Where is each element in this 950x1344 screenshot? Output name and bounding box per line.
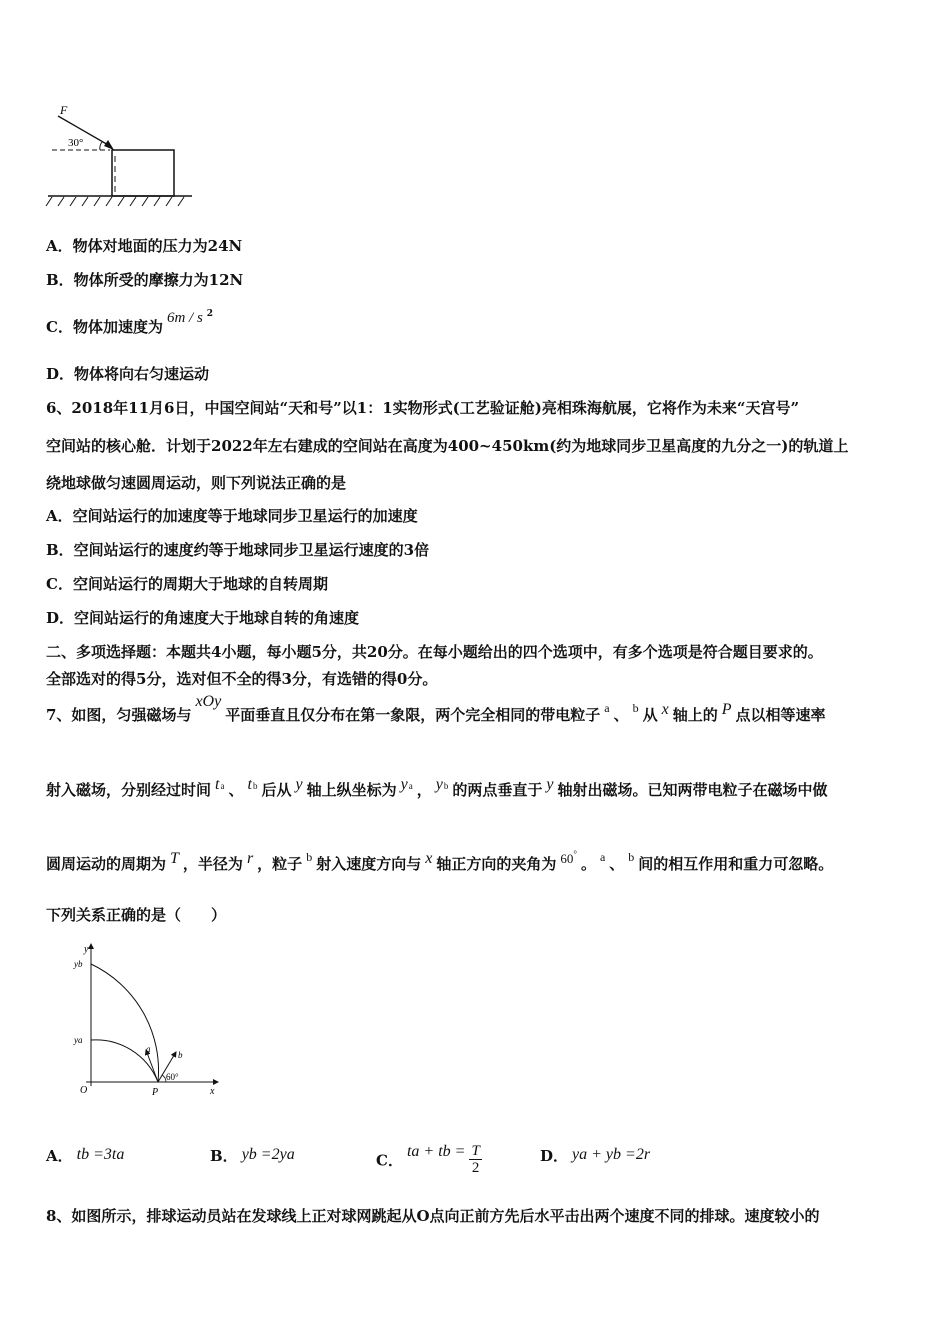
q7-option-c — [376, 1142, 482, 1178]
q7-l1-e: 轴上的 — [672, 706, 718, 724]
q7-l3-a: 圆周运动的周期为 — [46, 855, 167, 873]
angle60-label: 60° — [166, 1072, 179, 1082]
q7-l2-m2-t: t — [247, 776, 252, 793]
q7-l2-m2-sub: b — [252, 781, 258, 791]
origin-label: O — [80, 1085, 88, 1096]
q7-l2-m6: y — [546, 776, 554, 793]
q7-l2-m5 — [436, 776, 449, 793]
q5-option-c — [46, 309, 214, 340]
q7-l3-m6: a — [599, 850, 606, 864]
yb-label: yb — [74, 959, 83, 969]
q7-l1-m3: b — [632, 701, 639, 715]
q7-l1-m2: a — [604, 701, 610, 715]
q7-l3-b: ，半径为 — [182, 855, 243, 873]
q6-line-1: 6、2018年11月6日，中国空间站“天和号”以1：1实物形式(工艺验证舱)亮相珠海航展，它将作为未来“天宫号” — [46, 399, 800, 417]
q7-l2-m1-t: t — [215, 776, 220, 793]
q7-l3-m3: b — [306, 850, 313, 864]
q7-l3-f: 。 — [580, 855, 596, 873]
q5-option-d: D．物体将向右匀速运动 — [46, 365, 210, 383]
q5-option-c-exp: 2 — [206, 309, 214, 319]
q7-option-b-label: B． — [210, 1147, 238, 1165]
q7-l3-e: 轴正方向的夹角为 — [436, 855, 557, 873]
q7-option-d — [540, 1145, 654, 1166]
q7-l3-h: 间的相互作用和重力可忽略。 — [638, 855, 834, 873]
q7-l2-m4 — [401, 776, 413, 793]
q7-l2-m1-sub: a — [220, 781, 225, 791]
q7-l2-g: 轴射出磁场。已知两带电粒子在磁场中做 — [557, 781, 828, 799]
q7-l3-m5 — [560, 851, 577, 866]
force-label: F — [60, 103, 68, 117]
q7-l1-b: 平面垂直且仅分布在第一象限，两个完全相同的带电粒子 — [225, 706, 601, 724]
q7-option-b — [210, 1145, 299, 1166]
q7-option-a — [46, 1145, 128, 1166]
q7-l3-c: ，粒子 — [257, 855, 303, 873]
q7-l2-m3: y — [295, 776, 303, 793]
q5-option-a: A．物体对地面的压力为24N — [46, 237, 243, 255]
q7-l2-m5-sub: b — [443, 781, 449, 791]
q7-l2-m2 — [247, 776, 257, 793]
q7-option-d-label: D． — [540, 1147, 569, 1165]
q7-line-1 — [46, 693, 826, 726]
q6-option-c: C．空间站运行的周期大于地球的自转周期 — [46, 575, 328, 593]
q7-l2-d: 轴上纵坐标为 — [306, 781, 397, 799]
q7-option-d-expr: ya + yb =2r — [572, 1146, 651, 1163]
q6-option-b: B．空间站运行的速度约等于地球同步卫星运行速度的3倍 — [46, 541, 430, 559]
p-label: P — [152, 1087, 159, 1098]
q8-line-1: 8、如图所示，排球运动员站在发球线上正对球网跳起从O点向正前方先后水平击出两个速度不同的排球。速度较小的 — [46, 1207, 820, 1225]
q7-l1-m1: xOy — [195, 693, 222, 710]
q7-l2-m5-t: y — [435, 776, 443, 793]
q6-line-2: 空间站的核心舱．计划于2022年左右建成的空间站在高度为400~450km(约为地球同步卫星高度的九分之一)的轨道上 — [46, 437, 849, 455]
q7-l3-m4: x — [425, 850, 433, 867]
q7-option-c-denominator: 2 — [471, 1160, 480, 1176]
q7-option-a-label: A． — [46, 1147, 73, 1165]
q7-l1-a: 7、如图，匀强磁场与 — [46, 706, 192, 724]
q7-l2-c: 后从 — [261, 781, 292, 799]
q7-l3-d: 射入速度方向与 — [316, 855, 422, 873]
section2-line-2: 全部选对的得5分，选对但不全的得3分，有选错的得0分。 — [46, 670, 438, 688]
q6-line-3: 绕地球做匀速圆周运动，则下列说法正确的是 — [46, 474, 347, 492]
figure-trajectories — [70, 940, 230, 1100]
q7-l2-e: ， — [416, 781, 432, 799]
a-label: a — [146, 1044, 151, 1054]
q7-l3-m2: r — [246, 850, 254, 867]
q7-l3-m7: b — [628, 850, 635, 864]
q7-l3-m1: T — [170, 850, 179, 867]
q7-l2-b: 、 — [228, 781, 244, 799]
q7-l2-a: 射入磁场，分别经过时间 — [46, 781, 212, 799]
q6-option-d: D．空间站运行的角速度大于地球自转的角速度 — [46, 609, 360, 627]
q6-option-a: A．空间站运行的加速度等于地球同步卫星运行的加速度 — [46, 507, 418, 525]
q7-l2-m1 — [215, 776, 224, 793]
q7-option-c-numerator: T — [471, 1143, 480, 1159]
b-label: b — [178, 1050, 183, 1060]
figure-block-force — [40, 100, 200, 210]
q5-option-b: B．物体所受的摩擦力为12N — [46, 271, 244, 289]
q7-l1-d: 从 — [642, 706, 658, 724]
q7-option-c-label: C． — [376, 1151, 403, 1170]
q7-option-c-expr: ta + tb = — [406, 1142, 466, 1160]
x-axis-label: x — [210, 1086, 215, 1097]
q7-l1-c: 、 — [613, 706, 629, 724]
ya-label: ya — [74, 1035, 83, 1045]
q5-option-c-expr: 6m / s — [166, 310, 203, 326]
q7-l1-f: 点以相等速率 — [735, 706, 826, 724]
y-axis-label: y — [84, 944, 89, 955]
q7-l2-f: 的两点垂直于 — [452, 781, 543, 799]
q7-line-3 — [46, 849, 834, 876]
q7-l1-m5: P — [721, 701, 732, 718]
q5-option-c-text: C．物体加速度为 — [46, 318, 163, 336]
q7-l3-g: 、 — [609, 855, 625, 873]
q7-option-a-expr: tb =3ta — [76, 1146, 125, 1163]
q7-l3-m5-deg: ° — [573, 849, 577, 859]
q7-line-4: 下列关系正确的是（ ） — [46, 906, 227, 924]
q7-l2-m4-sub: a — [408, 781, 413, 791]
angle-label: 30° — [68, 137, 84, 149]
q7-line-2 — [46, 776, 828, 802]
q7-l2-m4-t: y — [400, 776, 408, 793]
q7-l3-m5-num: 60 — [560, 851, 574, 866]
section2-line-1: 二、多项选择题：本题共4小题，每小题5分，共20分。在每小题给出的四个选项中，有多个选项是符合题目要求的。 — [46, 643, 823, 661]
q7-option-b-expr: yb =2ya — [241, 1146, 295, 1163]
q7-l1-m4: x — [661, 701, 669, 718]
